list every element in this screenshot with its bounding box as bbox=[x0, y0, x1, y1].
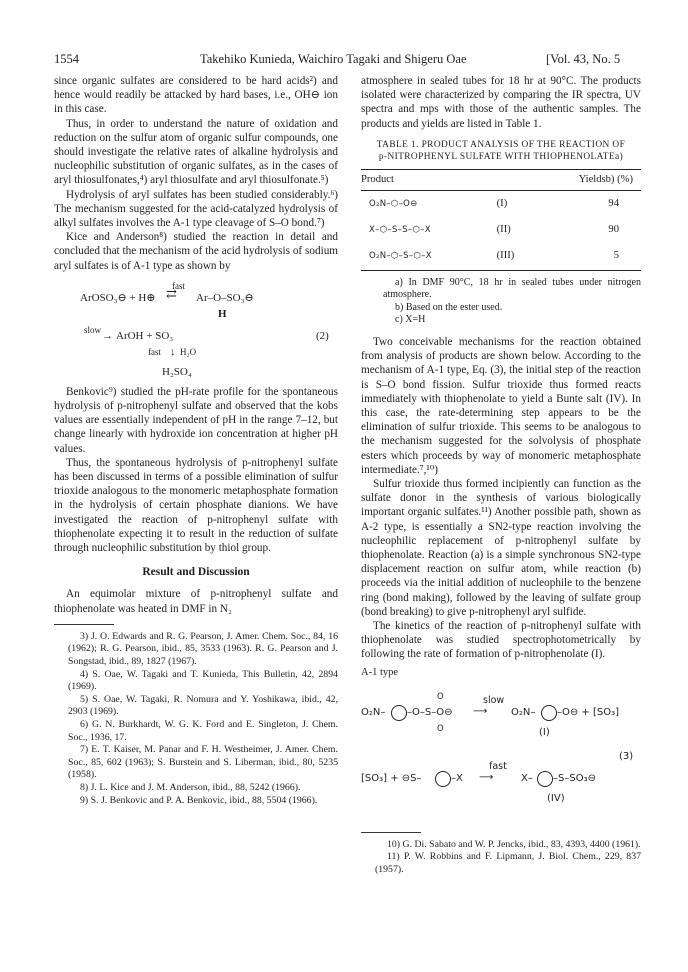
product-nitro: O₂N– bbox=[511, 706, 536, 718]
compound-label-IV: (IV) bbox=[547, 792, 565, 804]
substituent-x: –X bbox=[451, 772, 463, 784]
paragraph: Two conceivable mechanisms for the reaction obtained from analysis of products are shown below. According to the mechanism of A-1 type, Eq. (3), the initial step of the reaction is S–O bond fission. Sulfur trioxide thus formed reacts immediately with thiophenolate to yield a Bunte salt (IV). In this case, the rate-determining step appears to be the elimination of sulfur trioxide. This seems to be analogous to the mechanism suggested for the solvolysis of phosphate esters which proceeds by way of monomeric metaphosphate intermediate.⁷,¹⁰) bbox=[361, 336, 641, 476]
sulfate-group: –O–S–O⊖ bbox=[407, 706, 453, 718]
left-column bbox=[54, 74, 338, 807]
table-notes bbox=[361, 277, 641, 327]
section-heading: Result and Discussion bbox=[142, 566, 250, 579]
table-note: b) Based on the ester used. bbox=[395, 301, 503, 313]
compound-label: (II) bbox=[496, 224, 511, 236]
sulfate-oxygen-bottom: O bbox=[437, 723, 444, 734]
bunte-salt-prefix: X– bbox=[521, 772, 533, 784]
footnote: 6) G. N. Burkhardt, W. G. K. Ford and E. Singleton, J. Chem. Soc., 1936, 17. bbox=[68, 719, 338, 743]
footnote: 9) S. J. Benkovic and P. A. Benkovic, ibid., 88, 5504 (1966). bbox=[80, 794, 318, 806]
benzene-ring-icon bbox=[537, 771, 553, 787]
bunte-salt-group: –S–SO₃⊖ bbox=[553, 772, 596, 784]
slow-label: slow bbox=[483, 694, 505, 706]
compound-label-I: (I) bbox=[539, 726, 550, 738]
table-note: c) X=H bbox=[395, 314, 426, 326]
volume-info: [Vol. 43, No. 5 bbox=[546, 52, 621, 66]
eq-proton: H bbox=[218, 307, 227, 320]
eq-down-arrow: ↓ bbox=[170, 345, 176, 358]
paragraph: An equimolar mixture of p-nitrophenyl sulfate and thiophenolate was heated in DMF in N₂ bbox=[54, 588, 338, 615]
equation-number: (3) bbox=[619, 750, 634, 762]
table-note: a) In DMF 90°C, 18 hr in sealed tubes under nitrogen atmosphere. bbox=[383, 276, 641, 301]
eq-final-product: H₂SO₄ bbox=[162, 365, 192, 378]
right-column bbox=[361, 74, 641, 877]
paragraph: Hydrolysis of aryl sulfates has been studied considerably.⁶) The mechanism suggested for the acid-catalyzed hydrolysis of alkyl sulfates involves the A-1 type cleavage of S–O bond.⁷) bbox=[54, 188, 338, 230]
page-number: 1554 bbox=[54, 52, 79, 66]
footnote: 8) J. L. Kice and J. M. Anderson, ibid., 88, 5242 (1966). bbox=[80, 782, 301, 794]
paragraph: since organic sulfates are considered to be hard acids²) and hence would readily be attacked by hard bases, i.e., OH⊖ ion in this case. bbox=[54, 75, 338, 116]
reaction-scheme-3 bbox=[361, 680, 641, 830]
eq-fast-label: fast bbox=[172, 280, 185, 291]
compound-label: (III) bbox=[496, 250, 515, 262]
product-table bbox=[361, 169, 641, 271]
paragraph: Benkovic⁹) studied the pH-rate profile for the spontaneous hydrolysis of p-nitrophenyl sulfate and observed that the kobs values are essentially independent of pH in the range 7–12, but change linearly with hydroxide ion concentration at higher pH values. bbox=[54, 385, 338, 455]
running-header-authors: Takehiko Kunieda, Waichiro Tagaki and Shigeru Oae bbox=[200, 52, 467, 66]
scheme-label: A-1 type bbox=[361, 666, 399, 678]
product-phenolate: –O⊖ + [SO₃] bbox=[557, 706, 620, 718]
reactant-nitro: O₂N– bbox=[361, 706, 386, 718]
eq-equilibrium-arrow: ⇄ bbox=[166, 285, 177, 301]
footnote: 3) J. O. Edwards and R. G. Pearson, J. Amer. Chem. Soc., 84, 16 (1962); R. G. Pearson, ibid., 85, 3533 (1963). R. G. Pearson and J. Songstad, ibid., 89, 1827 (1967). bbox=[68, 630, 338, 668]
column-header-product: Product bbox=[361, 169, 529, 190]
compound-label: (I) bbox=[496, 198, 508, 210]
table-caption-line: TABLE 1. PRODUCT ANALYSIS OF THE REACTION OF bbox=[376, 139, 626, 150]
eq-products: ArOH + SO₃ bbox=[116, 329, 174, 342]
paragraph: The kinetics of the reaction of p-nitrophenyl sulfate with thiophenolate was studied spectrophotometrically by following the rate of formation of p-nitrophenolate (I). bbox=[361, 620, 641, 661]
structure-formula: X–⬡–S–S–⬡–X bbox=[369, 225, 431, 236]
yield-value: 94 bbox=[608, 198, 619, 210]
structure-formula: O₂N–⬡–S–⬡–X bbox=[369, 251, 432, 262]
paragraph: Sulfur trioxide thus formed incipiently can function as the sulfate donor in the synthesis of various biologically important organic sulfates.¹¹) Another possible path, shown as A-2 type, is essentially a SN2-type reaction involving the nucleophilic replacement of p-nitrophenyl sulfate by thiophenolate. Reaction (a) is a simple synchronous SN2-type displacement reaction on sulfur atom, while reaction (b) proceeds via the initial addition of nucleophile to the benzene ring (bond making), followed by the leaving of sulfate group (bond breaking) to give p-nitrophenyl aryl sulfide. bbox=[361, 478, 641, 618]
footnote: 11) P. W. Robbins and F. Lipmann, J. Biol. Chem., 229, 837 (1957). bbox=[375, 851, 641, 876]
footnote: 5) S. Oae, W. Tagaki, R. Nomura and Y. Yoshikawa, ibid., 42, 2903 (1969). bbox=[68, 693, 338, 718]
table-row bbox=[361, 191, 641, 218]
table-caption bbox=[361, 139, 641, 163]
benzene-ring-icon bbox=[435, 771, 451, 787]
eq-water: H₂O bbox=[180, 346, 197, 357]
benzene-ring-icon bbox=[391, 705, 407, 721]
eq-arrow: → bbox=[102, 329, 113, 342]
paragraph: Thus, the spontaneous hydrolysis of p-nitrophenyl sulfate has been discussed in terms of a possible elimination of sulfur trioxide analogous to the monomeric metaphosphate formation in the hydrolysis of certain phosphate dianions. We have investigated the reaction of p-nitrophenyl sulfate with thiophenolate expecting it to result in the reduction of sulfate through nucleophilic substitution by thiol group. bbox=[54, 456, 338, 555]
reaction-arrow: ⟶ bbox=[479, 771, 494, 783]
reactant-so3: [SO₃] + ⊖S– bbox=[361, 772, 422, 784]
paragraph: Thus, in order to understand the nature of oxidation and reduction on the sulfur atom of organic sulfur compounds, one should investigate the relative rates of alkaline hydrolysis and nucleophilic substitution of organic sulfates, as in the cases of aryl thiosulfonates,⁴) aryl thiosulfate and aryl thiosulfonate.⁵) bbox=[54, 117, 338, 187]
yield-value: 90 bbox=[608, 224, 619, 236]
footnote: 4) S. Oae, W. Tagaki and T. Kunieda, This Bulletin, 42, 2894 (1969). bbox=[68, 668, 338, 693]
fast-label: fast bbox=[489, 760, 507, 772]
footnote-divider bbox=[54, 624, 114, 625]
table-row bbox=[361, 217, 641, 243]
column-header-yield: Yieldsb) (%) bbox=[529, 169, 641, 190]
eq-intermediate: Ar–O–SO₃⊖ bbox=[196, 291, 254, 304]
benzene-ring-icon bbox=[541, 705, 557, 721]
eq-number: (2) bbox=[316, 329, 329, 342]
eq-slow-label: slow bbox=[84, 324, 102, 335]
eq-fast-label-2: fast bbox=[148, 346, 161, 357]
footnote: 7) E. T. Kaiser, M. Panar and F. H. Westheimer, J. Amer. Chem. Soc., 85, 602 (1963); S. Burstein and S. Liberman, ibid., 80, 5235 (1958). bbox=[68, 744, 338, 781]
paragraph: atmosphere in sealed tubes for 18 hr at 90°C. The products isolated were characterized by comparing the IR spectra, UV spectra and mps with those of the authentic samples. The products and yields are listed in Table 1. bbox=[361, 75, 641, 130]
paragraph: Kice and Anderson⁸) studied the reaction in detail and concluded that the mechanism of the acid hydrolysis of sodium aryl sulfates is of A-1 type as shown by bbox=[54, 231, 338, 272]
yield-value: 5 bbox=[529, 243, 641, 270]
structure-formula: O₂N–⬡–O⊖ bbox=[369, 199, 418, 210]
table-caption-line: p-NITROPHENYL SULFATE WITH THIOPHENOLATEa) bbox=[378, 151, 624, 162]
eq-reactants: ArOSO₃⊖ + H⊕ bbox=[80, 291, 156, 304]
footnote: 10) G. Di. Sabato and W. P. Jencks, ibid., 83, 4393, 4400 (1961). bbox=[387, 838, 641, 850]
table-row bbox=[361, 243, 641, 270]
footnote-divider bbox=[361, 832, 421, 833]
sulfate-oxygen-top: O bbox=[437, 691, 444, 702]
equation-2 bbox=[54, 273, 338, 385]
reaction-arrow: ⟶ bbox=[473, 705, 488, 717]
